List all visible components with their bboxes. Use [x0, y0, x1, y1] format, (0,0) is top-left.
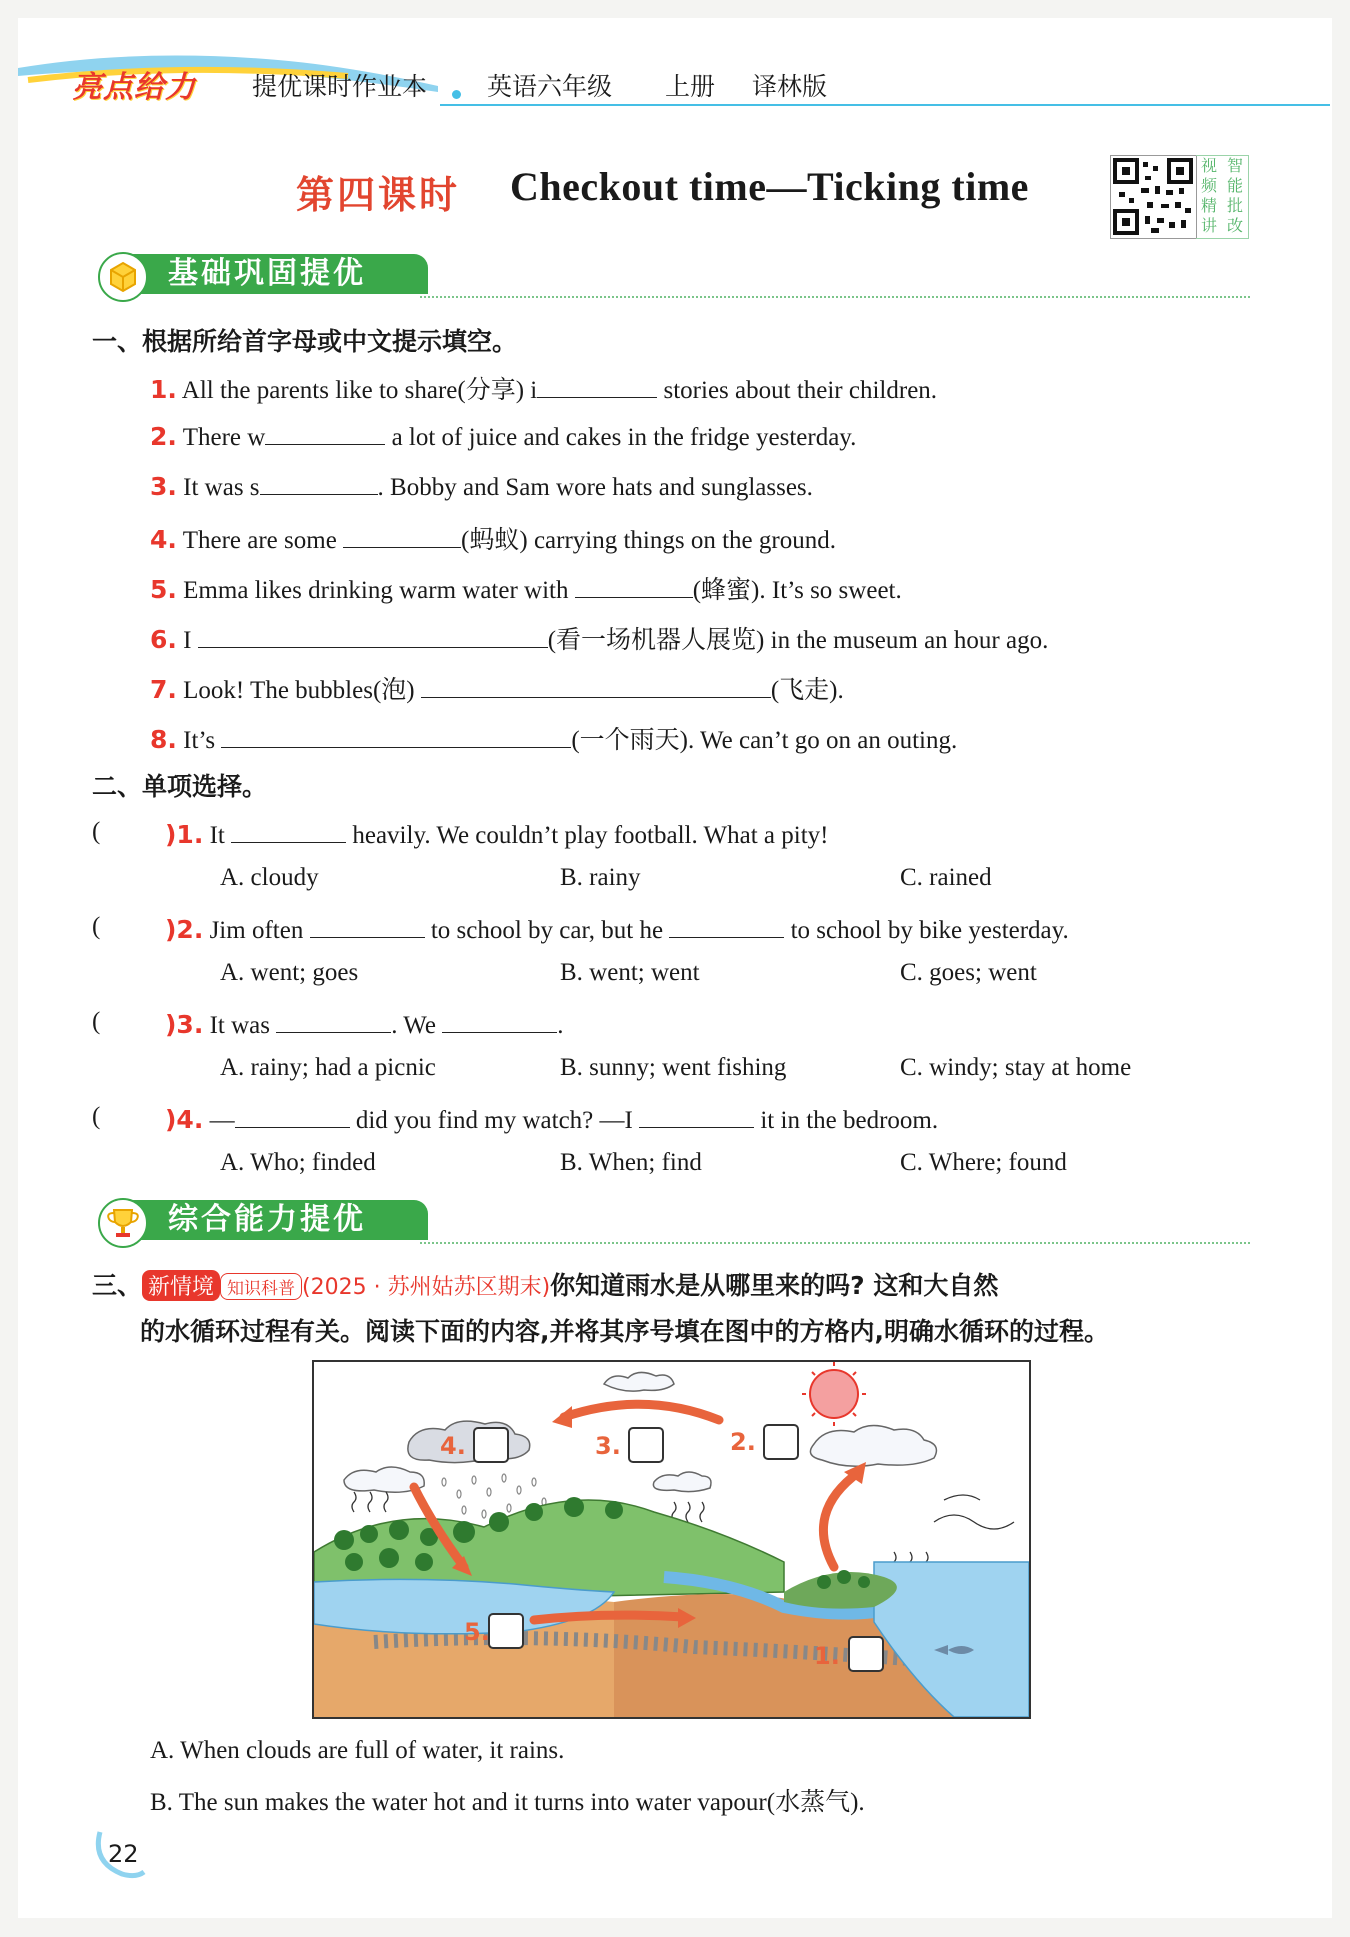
answer-blank[interactable] [442, 1008, 557, 1033]
option-b[interactable]: B. When; find [560, 1149, 702, 1176]
diagram-label-4: 4. [440, 1432, 466, 1460]
question-text: Emma likes drinking warm water with [183, 577, 569, 604]
question-number: 7. [150, 675, 177, 704]
question-number: 2. [150, 422, 177, 451]
fill-question [150, 370, 937, 406]
diagram-label-5: 5. [464, 1618, 490, 1646]
edition: 译林版 [752, 72, 828, 101]
qr-code-icon[interactable] [1110, 155, 1197, 239]
section-title-basic: 基础巩固提优 [128, 254, 428, 294]
part3-prefix: 三、 [92, 1271, 143, 1300]
lesson-title: Checkout time—Ticking time [510, 164, 1029, 209]
part1-heading: 一、根据所给首字母或中文提示填空。 [92, 327, 518, 356]
qr-char: 智 [1226, 156, 1243, 175]
question-text: Jim often [209, 917, 304, 944]
answer-blank[interactable] [265, 420, 385, 445]
answer-paren[interactable]: ( [92, 913, 101, 940]
source-label: (2025 · 苏州姑苏区期末) [302, 1275, 551, 1300]
lesson-number: 第四课时 [296, 172, 461, 217]
fill-question [150, 720, 957, 756]
qr-char: 批 [1226, 196, 1243, 215]
question-text: Look! The bubbles(泡) [183, 677, 415, 704]
choice-question [165, 818, 828, 850]
question-text: All the parents like to share(分享) i [181, 377, 538, 404]
water-cycle-diagram [312, 1360, 1031, 1719]
diagram-answer-box [489, 1614, 523, 1648]
answer-blank[interactable] [260, 470, 378, 495]
option-c[interactable]: C. rained [900, 864, 992, 891]
page-number: 22 [108, 1840, 139, 1868]
fill-question [150, 520, 836, 556]
part3-heading [92, 1266, 998, 1302]
choice-question [165, 1008, 563, 1040]
question-text: a lot of juice and cakes in the fridge yesterday. [391, 424, 857, 451]
fill-question [150, 470, 813, 502]
option-b[interactable]: B. went; went [560, 959, 700, 986]
diagram-label-1: 1. [814, 1642, 840, 1670]
volume: 上册 [665, 72, 716, 101]
qr-char: 频 [1200, 176, 1217, 195]
brand-logo-text: 亮点给力 [72, 70, 196, 105]
part3-text: 你知道雨水是从哪里来的吗? 这和大自然 [550, 1271, 999, 1300]
question-text: heavily. We couldn’t play football. What a pity! [352, 822, 829, 849]
question-text: to school by car, but he [430, 917, 664, 944]
science-badge: 知识科普 [220, 1273, 302, 1300]
answer-paren[interactable]: ( [92, 1008, 101, 1035]
question-text: There w [182, 424, 266, 451]
question-number: 8. [150, 725, 177, 754]
part3-text: 的水循环过程有关。阅读下面的内容,并将其序号填在图中的方格内,明确水循环的过程。 [140, 1317, 1109, 1346]
option-c[interactable]: C. windy; stay at home [900, 1054, 1132, 1081]
diagram-answer-box [474, 1428, 508, 1462]
question-text: I [183, 627, 192, 654]
answer-blank[interactable] [198, 623, 548, 648]
header-rule [440, 104, 1330, 106]
qr-char: 视 [1200, 156, 1217, 175]
question-number: 6. [150, 625, 177, 654]
fill-question [150, 420, 856, 452]
section-divider [420, 1242, 1250, 1244]
qr-caption [1196, 155, 1249, 239]
diagram-answer-box [849, 1637, 883, 1671]
question-number: )1. [165, 820, 204, 849]
question-text: (蜂蜜). It’s so sweet. [692, 577, 902, 604]
header-dot [452, 90, 461, 99]
option-b[interactable]: B. rainy [560, 864, 641, 891]
option-a[interactable]: A. Who; finded [220, 1149, 376, 1176]
statement-a: A. When clouds are full of water, it rains. [150, 1737, 565, 1764]
answer-blank[interactable] [639, 1103, 754, 1128]
option-a[interactable]: A. went; goes [220, 959, 359, 986]
answer-blank[interactable] [537, 373, 657, 398]
question-number: )4. [165, 1105, 204, 1134]
question-text: — [209, 1107, 235, 1134]
answer-paren[interactable]: ( [92, 818, 101, 845]
question-text: (看一场机器人展览) in the museum an hour ago. [547, 627, 1049, 654]
answer-blank[interactable] [669, 913, 784, 938]
answer-blank[interactable] [221, 723, 571, 748]
answer-blank[interactable] [235, 1103, 350, 1128]
diagram-label-2: 2. [730, 1428, 756, 1456]
answer-blank[interactable] [575, 573, 693, 598]
option-c[interactable]: C. Where; found [900, 1149, 1067, 1176]
answer-paren[interactable]: ( [92, 1103, 101, 1130]
statement-b: B. The sun makes the water hot and it turns into water vapour(水蒸气). [150, 1789, 865, 1816]
choice-question [165, 913, 1069, 945]
new-context-badge: 新情境 [142, 1270, 220, 1301]
question-text: It was [209, 1012, 270, 1039]
qr-char: 精 [1200, 196, 1217, 215]
subject-grade: 英语六年级 [487, 72, 613, 101]
answer-blank[interactable] [276, 1008, 391, 1033]
question-number: )2. [165, 915, 204, 944]
question-number: 4. [150, 525, 177, 554]
option-a[interactable]: A. rainy; had a picnic [220, 1054, 436, 1081]
question-text: . Bobby and Sam wore hats and sunglasses. [377, 474, 813, 501]
section-title-comprehensive: 综合能力提优 [128, 1200, 428, 1240]
qr-char: 改 [1226, 216, 1243, 235]
question-text: (飞走). [770, 677, 844, 704]
fill-question [150, 570, 902, 606]
answer-blank[interactable] [343, 523, 461, 548]
question-number: 5. [150, 575, 177, 604]
part2-heading: 二、单项选择。 [92, 772, 268, 801]
diagram-answer-box [629, 1428, 663, 1462]
question-text: stories about their children. [663, 377, 938, 404]
fill-question [150, 670, 844, 706]
choice-question [165, 1103, 938, 1135]
qr-char: 能 [1226, 176, 1243, 195]
question-text: It was s [183, 474, 260, 501]
question-number: 1. [150, 375, 177, 404]
diagram-label-3: 3. [595, 1432, 621, 1460]
answer-blank[interactable] [231, 818, 346, 843]
question-number: 3. [150, 472, 177, 501]
cube-icon [98, 252, 148, 302]
question-text: It [209, 822, 225, 849]
question-number: )3. [165, 1010, 204, 1039]
option-c[interactable]: C. goes; went [900, 959, 1037, 986]
question-text: it in the bedroom. [760, 1107, 939, 1134]
fill-question [150, 620, 1048, 656]
diagram-answer-box [764, 1425, 798, 1459]
book-title: 提优课时作业本 [252, 72, 428, 101]
section-divider [420, 296, 1250, 298]
question-text: did you find my watch? —I [355, 1107, 633, 1134]
trophy-icon [98, 1198, 148, 1248]
question-text: . [557, 1012, 564, 1039]
qr-char: 讲 [1200, 216, 1217, 235]
question-text: (一个雨天). We can’t go on an outing. [571, 727, 958, 754]
question-text: It’s [183, 727, 216, 754]
option-b[interactable]: B. sunny; went fishing [560, 1054, 787, 1081]
question-text: . We [391, 1012, 436, 1039]
question-text: (蚂蚁) carrying things on the ground. [461, 527, 836, 554]
question-text: There are some [182, 527, 337, 554]
option-a[interactable]: A. cloudy [220, 864, 319, 891]
answer-blank[interactable] [421, 673, 771, 698]
answer-blank[interactable] [310, 913, 425, 938]
question-text: to school by bike yesterday. [790, 917, 1069, 944]
